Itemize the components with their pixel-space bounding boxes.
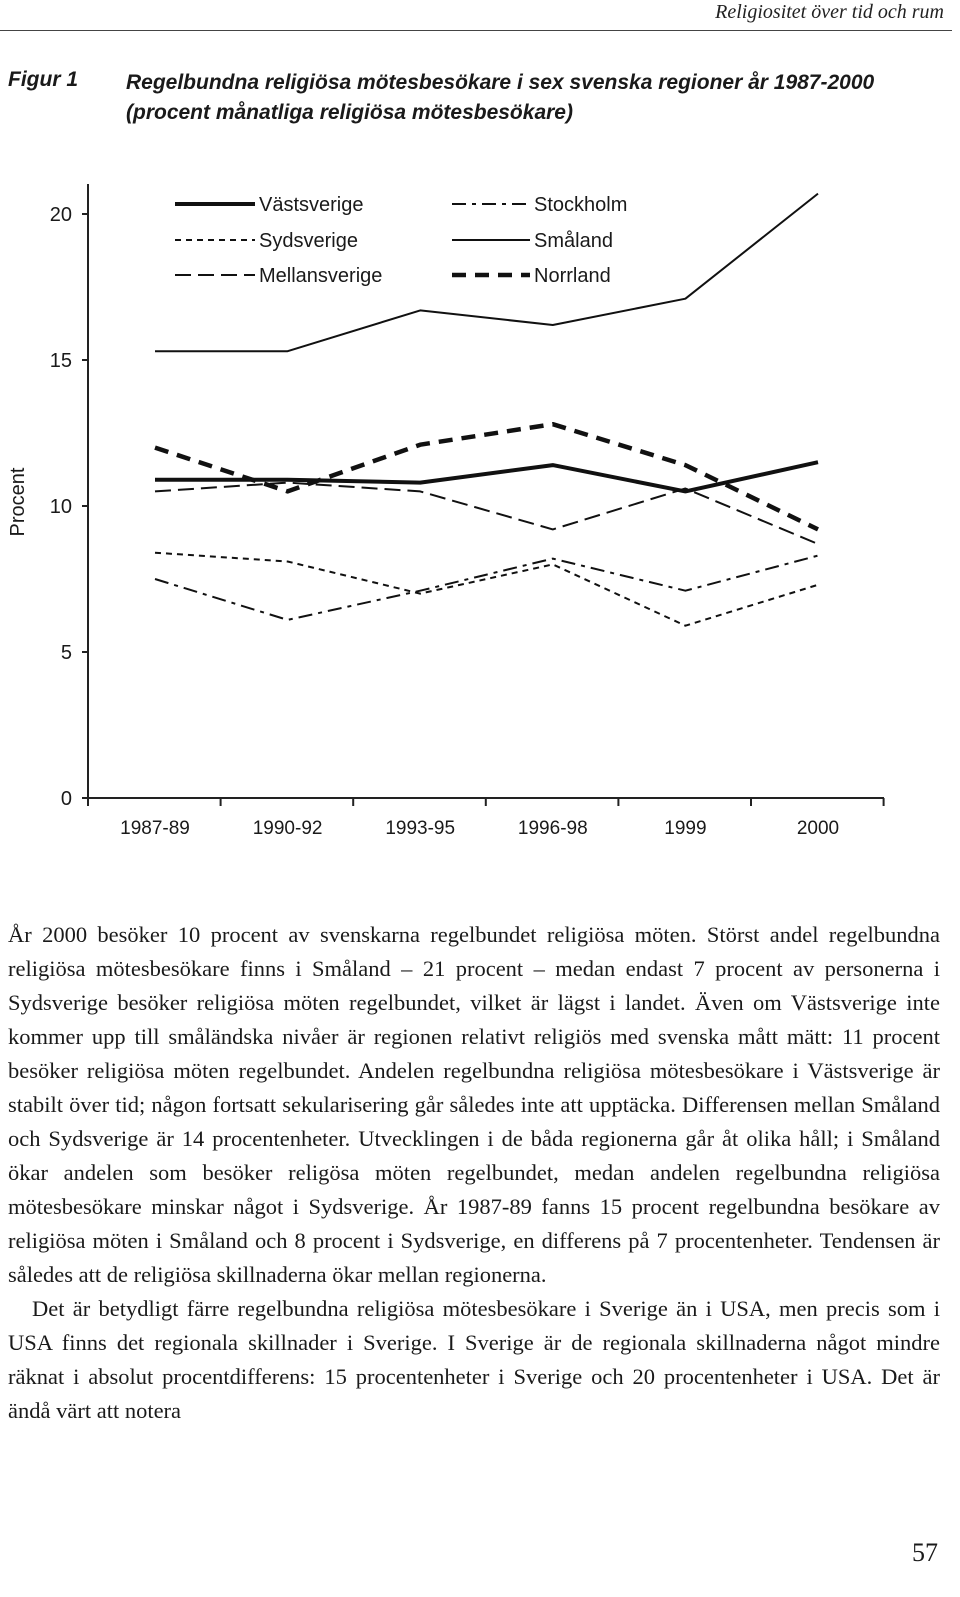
chart-legend (175, 194, 627, 287)
y-tick-label: 20 (49, 204, 72, 226)
y-axis-label: Procent (7, 467, 29, 537)
legend-label: Mellansverige (259, 265, 383, 287)
legend-label: Norrland (534, 265, 611, 287)
running-header: Religiositet över tid och rum (715, 1, 944, 23)
page-number: 57 (912, 1538, 938, 1567)
series-line-stockholm (155, 556, 818, 620)
body-paragraph-1: År 2000 besöker 10 procent av svenskarna regelbundet religiösa möten. Störst andel regelbundna religiösa mötesbesökare finns i Småland – 21 procent – medan endast 7 procent av personerna i Sydsverige besöker religiösa möten regelbundet, vilket är lägst i landet. Även om Västsverige inte kommer upp till småländska nivåer är regionen relativt religiös med svenska mått mätt: 11 procent besöker religiösa möten regelbundet. Andelen regelbundna religiösa mötesbesökare i Västsverige är stabilt över tid; någon fortsatt sekularisering går således inte att upptäcka. Differensen mellan Småland och Sydsverige är 14 procentenheter. Utvecklingen i de båda regionerna går åt olika håll; i Småland ökar andelen som besöker religösa möten regelbundet, medan andelen regelbundna religiösa mötesbesökare minskar något i Sydsverige. År 1987-89 fanns 15 procent regelbundna besökare av religiösa möten i Småland och 8 procent i Sydsverige, en differens på 7 procentenheter. Tendensen är således att de religiösa skillnaderna ökar mellan regionerna. (8, 922, 940, 1287)
y-tick-label: 10 (49, 496, 72, 518)
legend-label: Stockholm (534, 194, 628, 216)
line-chart (0, 170, 960, 860)
header-divider (0, 30, 952, 31)
x-tick-label: 1990-92 (252, 818, 323, 839)
series-line-mellansverige (155, 483, 818, 544)
body-text (8, 918, 940, 1428)
chart-axes (82, 184, 884, 806)
figure-label: Figur 1 (8, 68, 79, 91)
x-tick-label: 1987-89 (120, 818, 190, 839)
series-line-v-stsverige (155, 462, 818, 491)
series-line-norrland (155, 424, 818, 529)
series-line-sydsverige (155, 553, 818, 626)
legend-label: Västsverige (259, 194, 364, 216)
legend-label: Småland (534, 230, 613, 252)
figure-title: Regelbundna religiösa mötesbesökare i sex svenska regioner år 1987-2000 (procent månatliga religiösa mötesbesökare) (126, 71, 875, 124)
x-tick-label: 1993-95 (385, 818, 456, 839)
y-tick-label: 5 (60, 642, 72, 664)
series-lines (155, 194, 818, 626)
body-paragraph-2: Det är betydligt färre regelbundna religiösa mötesbesökare i Sverige än i USA, men precis som i USA finns det regionala skillnader i Sverige. I Sverige är de regionala skillnaderna något mindre räknat i absolut procentdifferens: 15 procentenheter i Sverige och 20 procentenheter i USA. Det är ändå värt att notera (8, 1296, 940, 1423)
y-tick-labels (50, 204, 72, 810)
x-tick-labels (120, 818, 839, 839)
y-tick-label: 0 (60, 788, 72, 810)
legend-label: Sydsverige (259, 230, 358, 252)
x-tick-label: 1996-98 (517, 818, 588, 839)
y-tick-label: 15 (49, 350, 72, 372)
series-line-sm-land (155, 194, 818, 352)
x-tick-label: 2000 (796, 818, 840, 839)
x-tick-label: 1999 (664, 818, 707, 839)
